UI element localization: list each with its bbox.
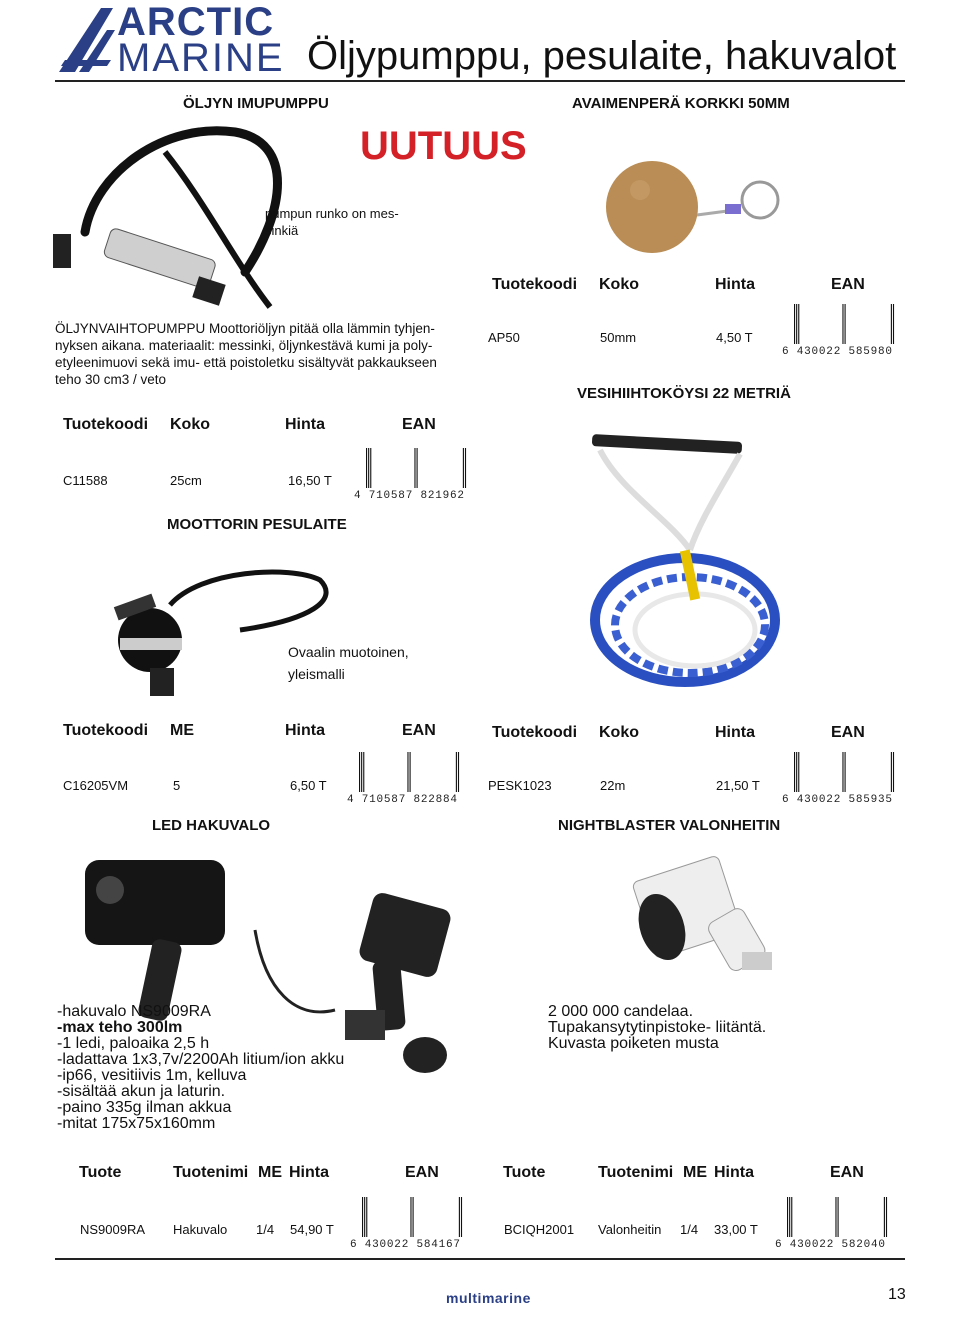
led-description <box>57 1004 344 1132</box>
col-header-code: Tuotekoodi <box>492 276 578 293</box>
note-line: Ovaalin muotoinen, <box>288 644 409 660</box>
desc-line: teho 30 cm3 / veto <box>55 372 167 387</box>
col-header-price: Hinta <box>714 1164 754 1181</box>
logo-line1: ARCTIC <box>117 0 275 44</box>
nightblaster-heading: NIGHTBLASTER VALONHEITIN <box>558 817 781 834</box>
col-header-ean: EAN <box>831 276 865 293</box>
barcode-digits: 4 710587 822884 <box>347 794 457 804</box>
ski-rope-image-icon <box>590 430 790 700</box>
product-name: Valonheitin <box>598 1222 662 1237</box>
barcode-icon <box>345 752 460 804</box>
barcode-bar <box>364 1197 365 1237</box>
barcode-bar <box>845 752 846 792</box>
brand-logo <box>55 0 285 80</box>
logo-line2: MARINE <box>117 36 285 80</box>
barcode-bar <box>359 752 360 792</box>
desc-line: -ladattava 1x3,7v/2200Ah litium/ion akku <box>57 1051 345 1068</box>
barcode-bar <box>891 304 892 344</box>
arctic-marine-logo-icon <box>55 4 119 74</box>
desc-line: -ip66, vesitiivis 1m, kelluva <box>57 1067 247 1084</box>
barcode-bar <box>893 752 894 792</box>
col-header-price: Hinta <box>285 416 325 433</box>
barcode-bar <box>796 304 797 344</box>
rope-heading: VESIHIIHTOKÖYSI 22 METRIÄ <box>577 385 791 402</box>
col-header-ean: EAN <box>831 724 865 741</box>
product-code: BCIQH2001 <box>504 1222 575 1237</box>
product-price: 54,90 T <box>290 1222 334 1237</box>
barcode-bar <box>370 448 371 488</box>
oil-pump-description <box>55 320 437 388</box>
col-header-size: Koko <box>599 276 639 293</box>
product-price: 16,50 T <box>288 473 332 488</box>
product-me: 1/4 <box>256 1222 275 1237</box>
barcode-digits: 6 430022 584167 <box>350 1239 460 1249</box>
barcode-bar <box>366 1197 367 1237</box>
oil-pump-note <box>265 205 399 239</box>
barcode-bar <box>413 1197 414 1237</box>
new-badge: UUTUUS <box>360 124 527 168</box>
barcode-bar <box>838 1197 839 1237</box>
product-size: 50mm <box>600 330 637 345</box>
desc-line: -mitat 175x75x160mm <box>57 1115 216 1132</box>
col-header-name: Tuotenimi <box>598 1164 674 1181</box>
barcode-digits: 6 430022 585980 <box>782 346 892 356</box>
col-header-ean: EAN <box>405 1164 439 1181</box>
cork-heading: AVAIMENPERÄ KORKKI 50MM <box>572 95 790 112</box>
col-header-product: Tuote <box>503 1164 546 1181</box>
barcode-bar <box>794 304 795 344</box>
product-size: 22m <box>600 778 626 793</box>
product-price: 21,50 T <box>716 778 760 793</box>
washer-heading: MOOTTORIN PESULAITE <box>167 516 347 533</box>
barcode-bar <box>465 448 466 488</box>
oil-pump-image-icon <box>45 112 295 312</box>
barcode-bar <box>458 752 459 792</box>
barcode-bar <box>461 1197 462 1237</box>
col-header-price: Hinta <box>715 724 755 741</box>
product-code: C11588 <box>63 473 108 488</box>
barcode-bar <box>886 1197 887 1237</box>
col-header-price: Hinta <box>289 1164 329 1181</box>
barcode-bar <box>845 304 846 344</box>
product-name: Hakuvalo <box>173 1222 228 1237</box>
oil-pump-heading: ÖLJYN IMUPUMPPU <box>183 95 329 112</box>
col-header-ean: EAN <box>402 416 436 433</box>
barcode-bar <box>798 752 799 792</box>
barcode-icon <box>348 1197 463 1249</box>
barcode-icon <box>780 304 895 356</box>
nightblaster-description <box>548 1004 766 1052</box>
led-heading: LED HAKUVALO <box>152 817 271 834</box>
barcode-bar <box>842 752 843 792</box>
barcode-bar <box>798 304 799 344</box>
desc-line: -paino 335g ilman akkua <box>57 1099 232 1116</box>
barcode-digits: 4 710587 821962 <box>354 490 464 500</box>
barcode-bar <box>796 752 797 792</box>
barcode-bar <box>363 752 364 792</box>
barcode-bar <box>893 304 894 344</box>
barcode-bar <box>459 1197 460 1237</box>
barcode-bar <box>835 1197 836 1237</box>
col-header-code: Tuotekoodi <box>63 722 149 739</box>
desc-line: 2 000 000 candelaa. <box>548 1003 694 1020</box>
col-header-ean: EAN <box>402 722 436 739</box>
product-me: 5 <box>173 778 181 793</box>
barcode-bar <box>362 1197 363 1237</box>
product-price: 33,00 T <box>714 1222 758 1237</box>
nightblaster-spotlight-image-icon <box>622 852 782 987</box>
col-header-me: ME <box>683 1164 707 1181</box>
barcode-bar <box>414 448 415 488</box>
desc-line: -1 ledi, paloaika 2,5 h <box>57 1035 210 1052</box>
page-number: 13 <box>888 1286 906 1303</box>
barcode-bar <box>789 1197 790 1237</box>
product-code: AP50 <box>488 330 520 345</box>
barcode-bar <box>456 752 457 792</box>
barcode-bar <box>366 448 367 488</box>
desc-line: -sisältää akun ja laturin. <box>57 1083 226 1100</box>
desc-line: etyleenimuovi sekä imu- että poistoletku sisältyvät pakkaukseen <box>55 355 437 370</box>
page-title: Öljypumppu, pesulaite, hakuvalot <box>307 34 897 78</box>
cork-keyring-image-icon <box>605 160 795 255</box>
barcode-bar <box>794 752 795 792</box>
barcode-bar <box>410 1197 411 1237</box>
desc-line: -max teho 300lm <box>57 1019 183 1036</box>
col-header-me: ME <box>170 722 194 739</box>
col-header-code: Tuotekoodi <box>63 416 149 433</box>
barcode-bar <box>417 448 418 488</box>
desc-line: nyksen aikana. materiaalit: messinki, öljynkestävä kumi ja poly- <box>55 338 433 353</box>
product-price: 4,50 T <box>716 330 753 345</box>
barcode-bar <box>407 752 408 792</box>
product-code: NS9009RA <box>80 1222 146 1237</box>
barcode-bar <box>842 304 843 344</box>
barcode-digits: 6 430022 585935 <box>782 794 892 804</box>
col-header-size: Koko <box>599 724 639 741</box>
barcode-bar <box>787 1197 788 1237</box>
col-header-price: Hinta <box>285 722 325 739</box>
note-line: pumpun runko on mes- <box>265 206 399 221</box>
note-line: sinkiä <box>265 223 299 238</box>
product-code: C16205VM <box>63 778 129 793</box>
barcode-bar <box>410 752 411 792</box>
col-header-name: Tuotenimi <box>173 1164 249 1181</box>
barcode-bar <box>463 448 464 488</box>
product-price: 6,50 T <box>290 778 327 793</box>
col-header-ean: EAN <box>830 1164 864 1181</box>
col-header-price: Hinta <box>715 276 755 293</box>
footer-brand: multimarine <box>446 1290 531 1306</box>
desc-line: Kuvasta poiketen musta <box>548 1035 719 1052</box>
barcode-bar <box>891 752 892 792</box>
footer-rule <box>55 1258 905 1260</box>
barcode-bar <box>361 752 362 792</box>
washer-note <box>288 641 409 685</box>
col-header-size: Koko <box>170 416 210 433</box>
col-header-product: Tuote <box>79 1164 122 1181</box>
product-code: PESK1023 <box>488 778 552 793</box>
col-header-me: ME <box>258 1164 282 1181</box>
header-rule <box>55 80 905 82</box>
barcode-bar <box>368 448 369 488</box>
desc-line: Tupakansytytinpistoke- liitäntä. <box>548 1019 767 1036</box>
note-line: yleismalli <box>288 666 345 682</box>
product-size: 25cm <box>170 473 202 488</box>
barcode-icon <box>352 448 467 500</box>
desc-line: -hakuvalo NS9009RA <box>57 1003 211 1020</box>
barcode-bar <box>884 1197 885 1237</box>
barcode-icon <box>780 752 895 804</box>
desc-line: ÖLJYNVAIHTOPUMPPU Moottoriöljyn pitää olla lämmin tyhjen- <box>55 321 435 336</box>
barcode-digits: 6 430022 582040 <box>775 1239 885 1249</box>
col-header-code: Tuotekoodi <box>492 724 578 741</box>
product-me: 1/4 <box>680 1222 699 1237</box>
barcode-bar <box>791 1197 792 1237</box>
barcode-icon <box>773 1197 888 1249</box>
